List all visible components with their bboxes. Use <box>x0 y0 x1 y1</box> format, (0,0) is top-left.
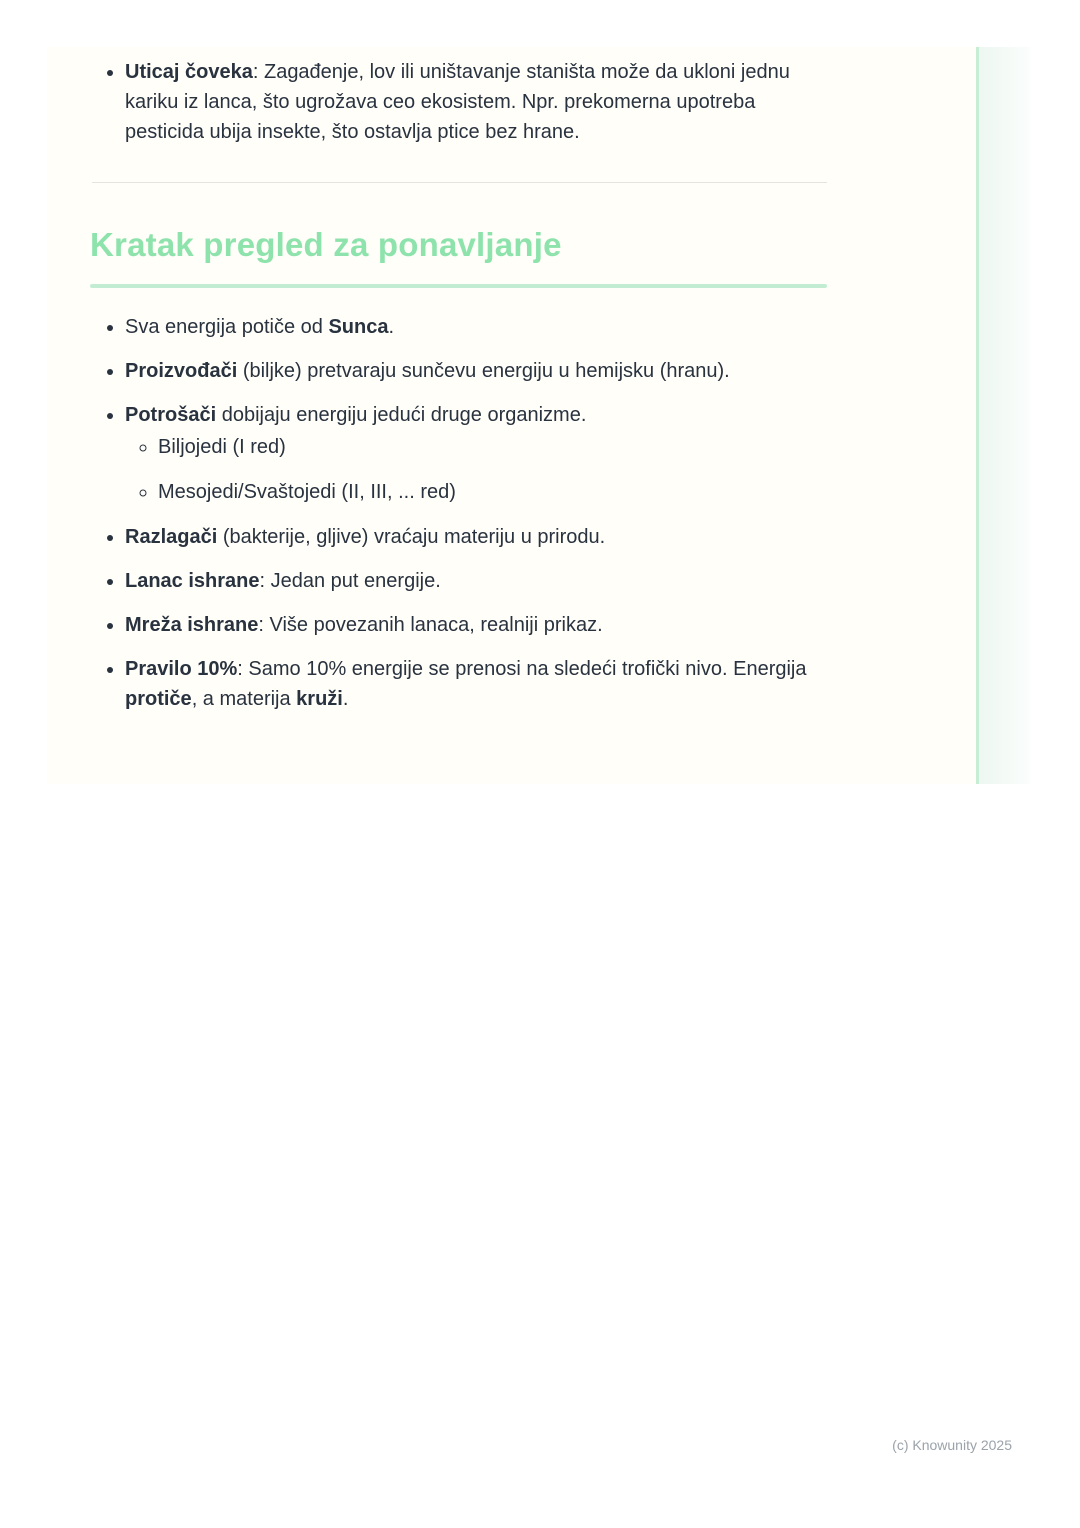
footer-credit: (c) Knowunity 2025 <box>892 1437 1012 1453</box>
text: , a materija <box>191 688 297 710</box>
list-item <box>125 400 827 507</box>
list-item <box>125 610 827 640</box>
intro-list <box>90 57 827 147</box>
bold-text: Uticaj čoveka <box>125 61 253 83</box>
text: : Jedan put energije. <box>259 570 441 592</box>
bold-text: kruži <box>296 688 343 710</box>
list-item <box>125 566 827 596</box>
list-item <box>158 477 827 507</box>
heading-underline <box>90 284 827 288</box>
text: . <box>342 688 349 710</box>
text: Mesojedi/Svaštojedi (II, III, ... red) <box>158 481 456 503</box>
document-content <box>47 47 976 784</box>
text: dobijaju energiju jedući druge organizme. <box>216 404 587 426</box>
review-list <box>90 312 827 714</box>
text: . <box>388 316 395 338</box>
text: : Više povezanih lanaca, realniji prikaz. <box>258 614 603 636</box>
section-divider <box>92 182 827 183</box>
bold-text: Proizvođači <box>125 360 238 382</box>
text: (bakterije, gljive) vraćaju materiju u prirodu. <box>217 526 606 548</box>
text: (biljke) pretvaraju sunčevu energiju u hemijsku (hranu). <box>237 360 730 382</box>
bold-text: Pravilo 10% <box>125 658 238 680</box>
list-item <box>125 57 827 147</box>
accent-strip <box>976 47 1030 784</box>
section-heading: Kratak pregled za ponavljanje <box>90 226 562 263</box>
document-card <box>47 47 1030 784</box>
bold-text: Sunca <box>328 316 389 338</box>
list-item <box>125 522 827 552</box>
sub-list <box>125 432 827 507</box>
list-item <box>125 654 827 714</box>
bold-text: Razlagači <box>125 526 218 548</box>
list-item <box>125 356 827 386</box>
list-item <box>158 432 827 462</box>
bold-text: Potrošači <box>125 404 217 426</box>
bold-text: Lanac ishrane <box>125 570 260 592</box>
list-item <box>125 312 827 342</box>
text: : Zagađenje, lov ili uništavanje staništa može da ukloni jednu kariku iz lanca, što ugrožava ceo ekosistem. Npr. prekomerna upotreba pesticida ubija insekte, što ostavlja ptice bez hrane. <box>125 61 790 143</box>
text: Biljojedi (I red) <box>158 436 286 458</box>
text: Sva energija potiče od <box>125 316 329 338</box>
text: : Samo 10% energije se prenosi na sledeći trofički nivo. Energija <box>237 658 807 680</box>
bold-text: Mreža ishrane <box>125 614 259 636</box>
bold-text: protiče <box>125 688 192 710</box>
